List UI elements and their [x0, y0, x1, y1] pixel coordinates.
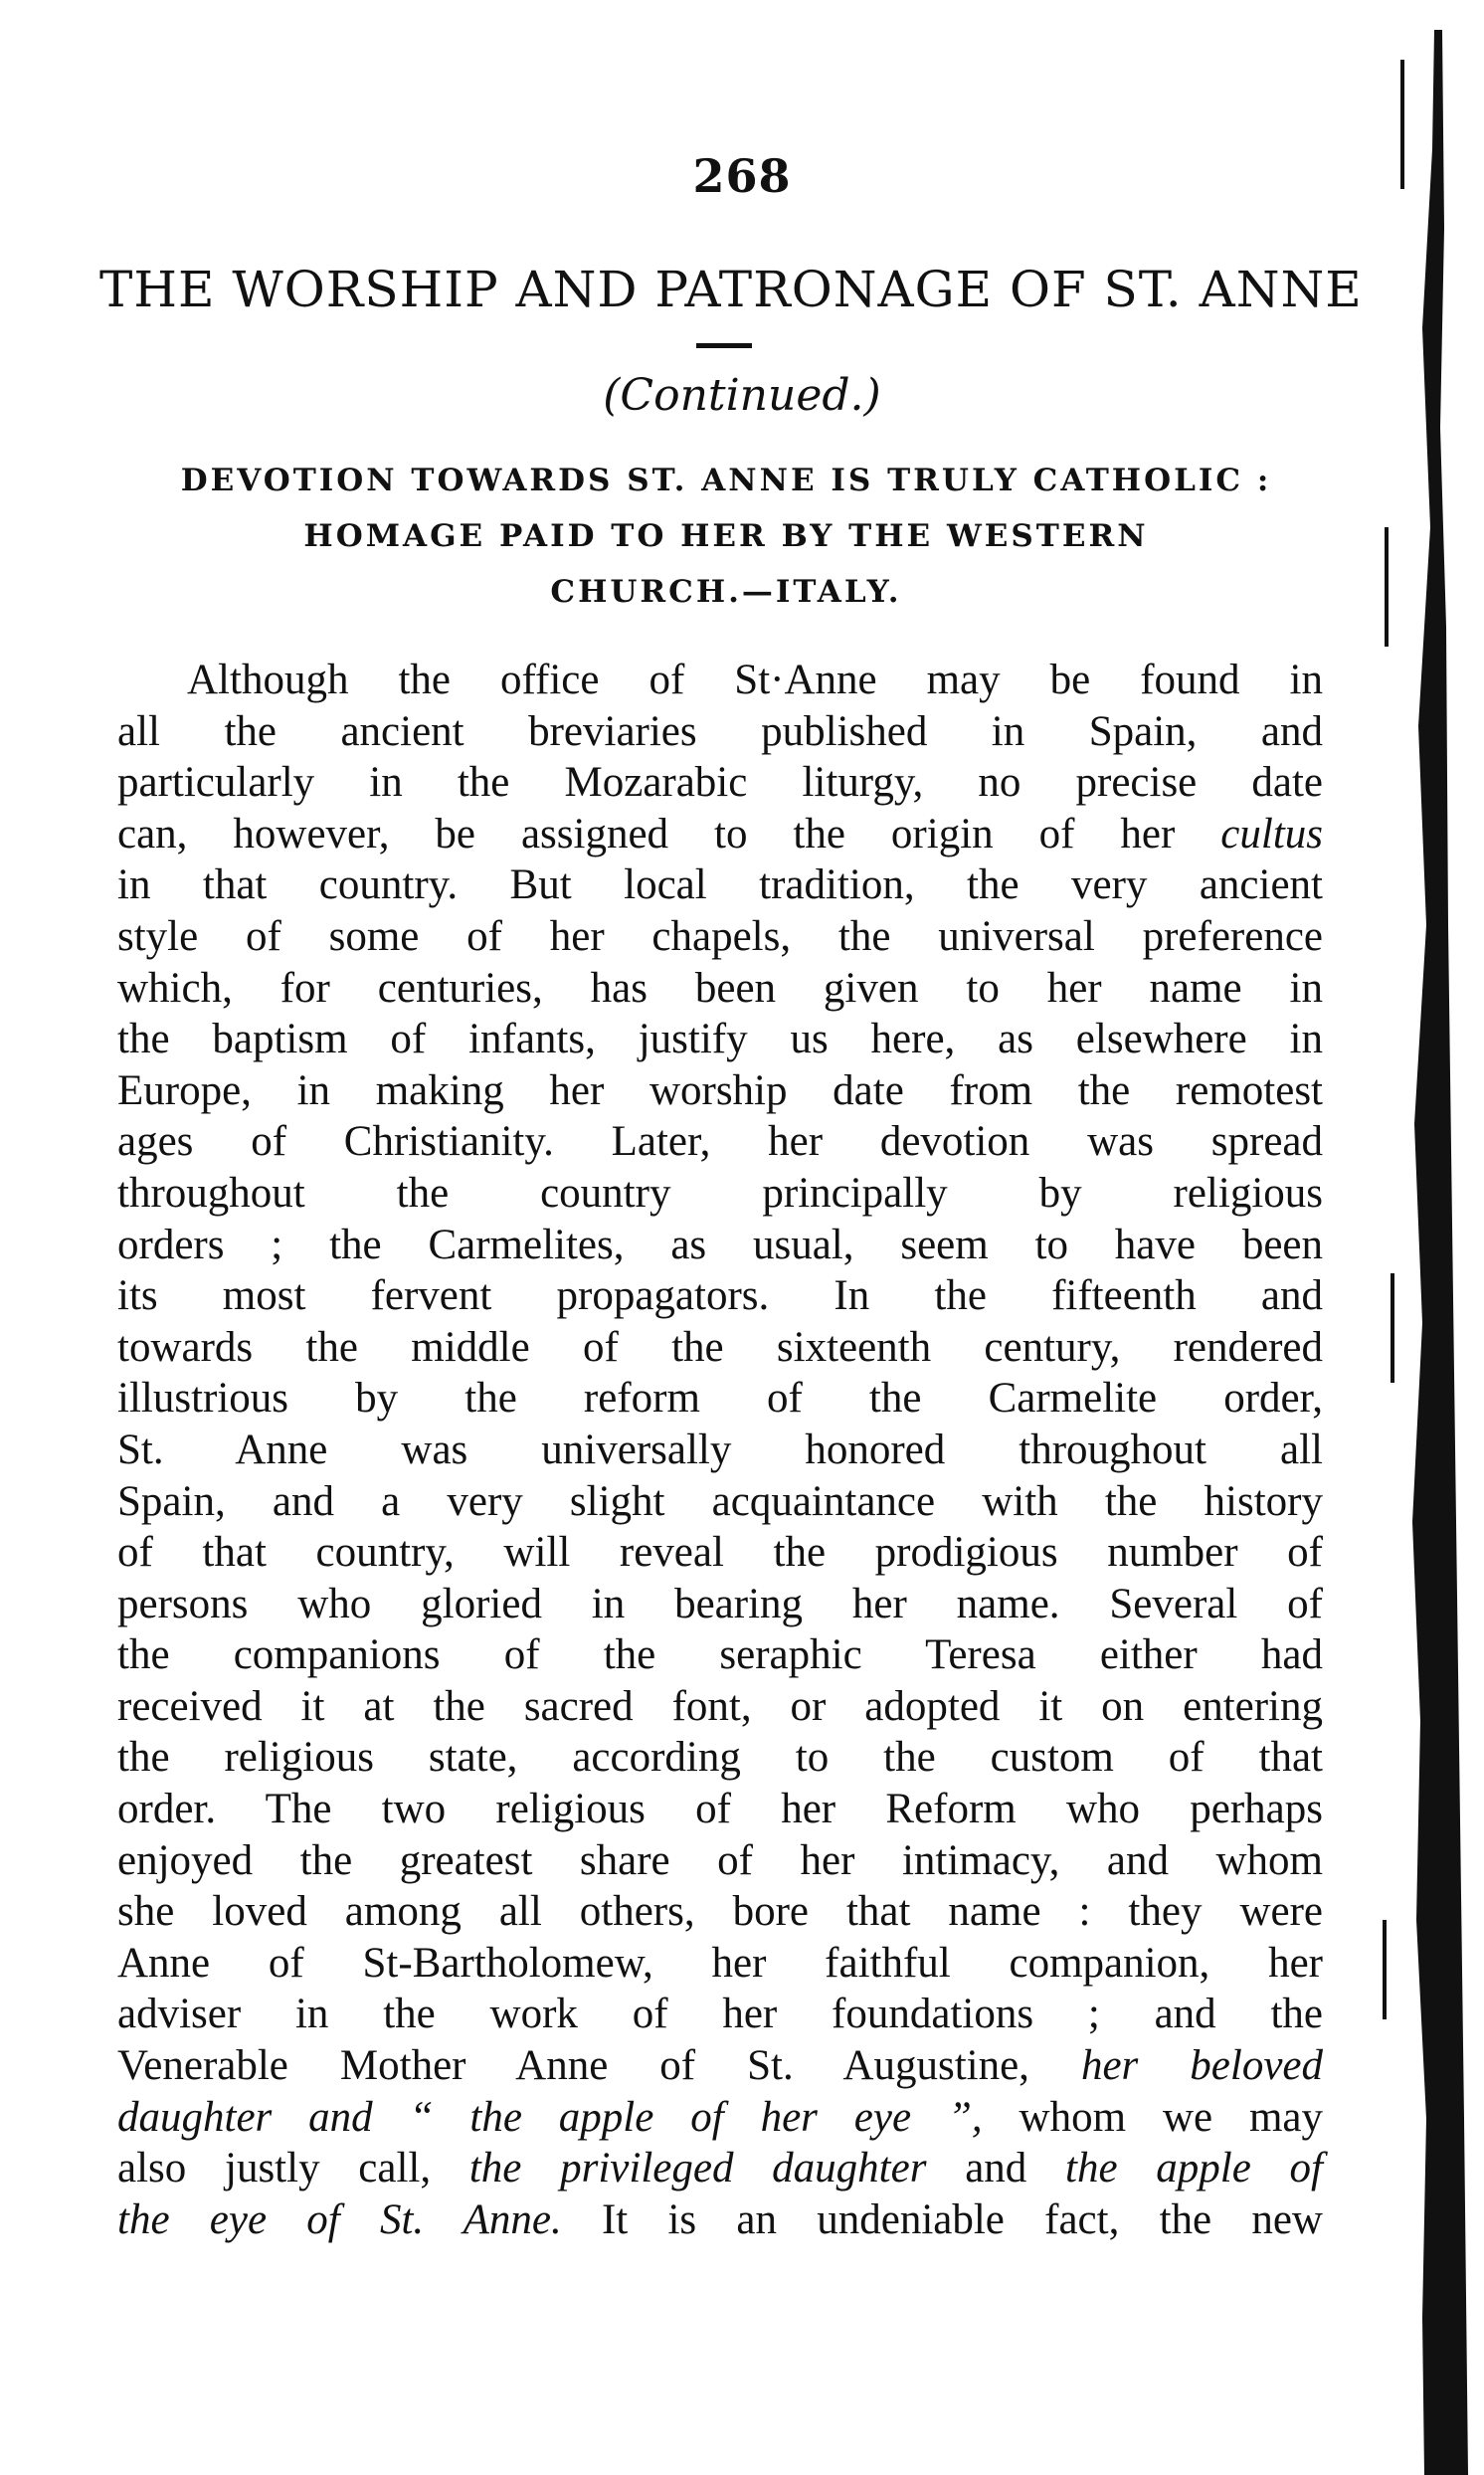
italic-span: the privileged daughter [468, 2145, 927, 2192]
page-binding-edge [1365, 30, 1484, 2475]
text-line: style of some of her chapels, the universal preference [117, 912, 1323, 960]
text-line: persons who gloried in bearing her name. Several of [117, 1580, 1323, 1627]
text-line: the baptism of infants, justify us here, as elsewhere in [117, 1016, 1323, 1063]
section-subheading [109, 453, 1343, 620]
text-line: enjoyed the greatest share of her intimacy, and whom [117, 1836, 1323, 1884]
text-line: adviser in the work of her foundations ; and the [117, 1991, 1323, 2038]
text-span: Venerable Mother Anne of St. Augustine, [117, 2042, 1081, 2090]
subheading-line: CHURCH.—ITALY. [550, 574, 902, 610]
text-line: received it at the sacred font, or adopted it on entering [117, 1682, 1323, 1730]
text-line [117, 809, 1323, 860]
text-line: of that country, will reveal the prodigious number of [117, 1529, 1323, 1577]
continued-label: (Continued.) [603, 370, 881, 421]
text-line: ages of Christianity. Later, her devotion was spread [117, 1118, 1323, 1166]
text-line: illustrious by the reform of the Carmelite order, [117, 1375, 1323, 1423]
text-line: Spain, and a very slight acquaintance with the history [117, 1477, 1323, 1525]
text-line [117, 2092, 1323, 2144]
text-line [117, 2194, 1323, 2246]
italic-span: her beloved [1080, 2042, 1323, 2090]
text-line: order. The two religious of her Reform who perhaps [117, 1786, 1323, 1833]
text-line: its most fervent propagators. In the fifteenth and [117, 1272, 1323, 1320]
text-line: the companions of the seraphic Teresa either had [117, 1631, 1323, 1679]
text-span: It is an undeniable fact, the new [561, 2195, 1323, 2243]
text-line: Europe, in making her worship date from the remotest [117, 1066, 1323, 1114]
text-line: the religious state, according to the custom of that [117, 1734, 1323, 1782]
chapter-title: THE WORSHIP AND PATRONAGE OF ST. ANNE [99, 261, 1363, 318]
page-number: 268 [692, 149, 792, 203]
text-span: also justly call, [117, 2145, 469, 2192]
subheading-line: DEVOTION TOWARDS ST. ANNE IS TRULY CATHOLIC : [180, 463, 1272, 498]
text-line: St. Anne was universally honored throughout all [117, 1426, 1323, 1473]
text-span: and [926, 2145, 1066, 2192]
text-span: whom we may [982, 2093, 1324, 2141]
text-line: towards the middle of the sixteenth century, rendered [117, 1323, 1323, 1371]
title-rule [696, 343, 752, 348]
text-line: Although the office of St·Anne may be found in [187, 657, 1323, 703]
italic-span: the eye of St. Anne. [117, 2195, 562, 2243]
text-line: throughout the country principally by religious [117, 1169, 1323, 1217]
italic-span: daughter and “ the apple of her eye ”, [117, 2093, 983, 2141]
text-span: can, however, be assigned to the origin of her [117, 810, 1221, 857]
text-line: particularly in the Mozarabic liturgy, no precise date [117, 759, 1323, 807]
text-line [117, 2143, 1323, 2194]
text-line: which, for centuries, has been given to her name in [117, 964, 1323, 1012]
text-line [117, 2040, 1323, 2092]
text-line: in that country. But local tradition, the very ancient [117, 861, 1323, 909]
italic-span: the apple of [1065, 2145, 1324, 2192]
text-line: all the ancient breviaries published in Spain, and [117, 707, 1323, 755]
text-line: orders ; the Carmelites, as usual, seem to have been [117, 1221, 1323, 1268]
italic-span: cultus [1220, 810, 1323, 857]
body-text [117, 655, 1323, 2245]
subheading-line: HOMAGE PAID TO HER BY THE WESTERN [303, 518, 1149, 554]
text-line: she loved among all others, bore that name : they were [117, 1888, 1323, 1936]
text-line: Anne of St-Bartholomew, her faithful companion, her [117, 1939, 1323, 1987]
